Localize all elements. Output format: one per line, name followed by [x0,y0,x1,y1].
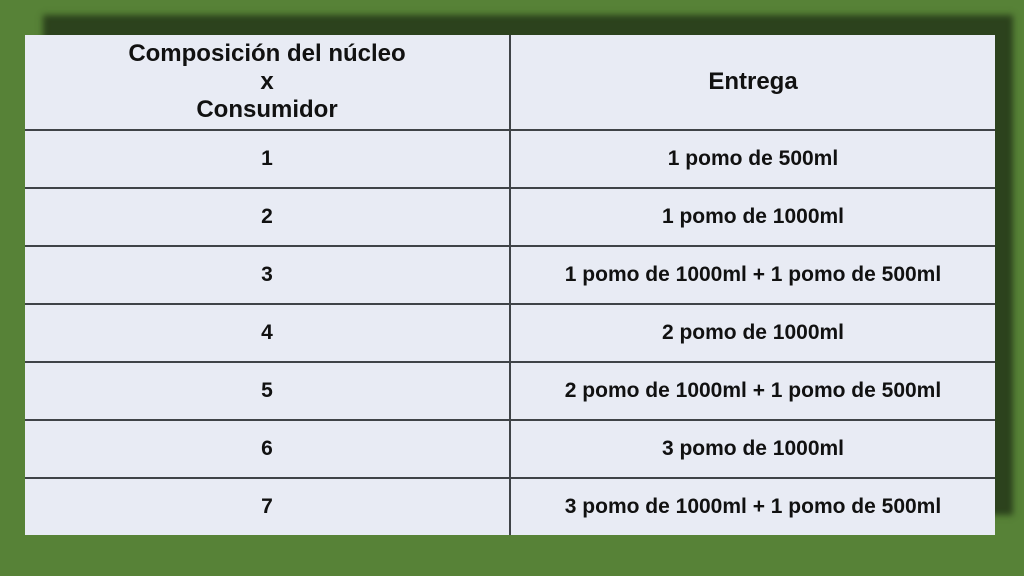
table-row [25,189,995,247]
table-row [25,131,995,189]
entrega-cell: 1 pomo de 500ml [667,147,839,170]
consumidor-cell: 7 [25,479,511,535]
consumidor-cell: 6 [25,421,511,477]
consumidor-cell: 4 [25,305,511,361]
entrega-cell: 3 pomo de 1000ml [661,437,845,460]
table-header-row [25,35,995,131]
table-row [25,363,995,421]
header-entrega-label: Entrega [708,68,798,95]
entrega-cell: 3 pomo de 1000ml + 1 pomo de 500ml [564,495,942,518]
table-row [25,305,995,363]
entrega-cell: 2 pomo de 1000ml + 1 pomo de 500ml [564,379,942,402]
entrega-cell: 2 pomo de 1000ml [661,321,845,344]
delivery-table [25,35,995,535]
entrega-cell: 1 pomo de 1000ml [661,205,845,228]
consumidor-cell: 2 [25,189,511,245]
header-composicion-line2: x [260,68,274,95]
table-row [25,421,995,479]
table-row [25,479,995,535]
consumidor-cell: 3 [25,247,511,303]
consumidor-cell: 5 [25,363,511,419]
header-composicion-line3: Consumidor [196,96,338,123]
table-row [25,247,995,305]
header-cell-entrega [511,35,995,129]
header-cell-composicion [25,35,511,129]
consumidor-cell: 1 [25,131,511,187]
header-composicion-line1: Composición del núcleo [128,40,406,67]
entrega-cell: 1 pomo de 1000ml + 1 pomo de 500ml [564,263,942,286]
